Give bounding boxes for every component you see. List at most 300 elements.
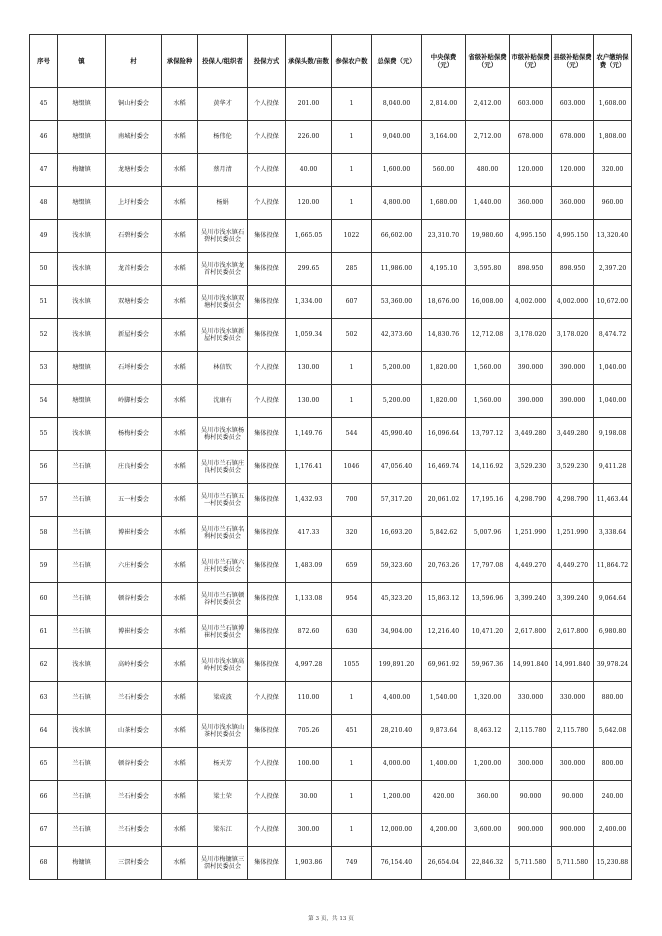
table-cell: 2,115.780 bbox=[552, 715, 594, 748]
table-cell: 13,320.40 bbox=[594, 220, 632, 253]
table-cell: 1 bbox=[332, 352, 372, 385]
table-cell: 水稻 bbox=[162, 385, 198, 418]
table-cell: 4,997.28 bbox=[286, 649, 332, 682]
table-cell: 12,712.08 bbox=[466, 319, 510, 352]
table-cell: 45 bbox=[30, 88, 58, 121]
table-cell: 集体投保 bbox=[248, 286, 286, 319]
table-cell: 梁东江 bbox=[198, 814, 248, 847]
table-cell: 1 bbox=[332, 814, 372, 847]
table-cell: 678.000 bbox=[510, 121, 552, 154]
table-cell: 10,471.20 bbox=[466, 616, 510, 649]
table-cell: 3,338.64 bbox=[594, 517, 632, 550]
table-cell: 8,474.72 bbox=[594, 319, 632, 352]
table-cell: 集体投保 bbox=[248, 583, 286, 616]
table-cell: 吴川市浅水镇石碧村民委员会 bbox=[198, 220, 248, 253]
table-cell: 9,064.64 bbox=[594, 583, 632, 616]
table-cell: 5,842.62 bbox=[422, 517, 466, 550]
table-cell: 1 bbox=[332, 187, 372, 220]
column-header: 县级补贴保费（元） bbox=[552, 35, 594, 88]
table-cell: 吴川市浅水镇杨梅村民委员会 bbox=[198, 418, 248, 451]
table-row bbox=[30, 847, 632, 880]
table-cell: 龙首村委会 bbox=[106, 253, 162, 286]
table-cell: 100.00 bbox=[286, 748, 332, 781]
table-cell: 兰石镇 bbox=[58, 814, 106, 847]
table-body bbox=[30, 88, 632, 880]
table-cell: 872.60 bbox=[286, 616, 332, 649]
table-cell: 300.00 bbox=[286, 814, 332, 847]
table-cell: 兰石镇 bbox=[58, 781, 106, 814]
table-cell: 59,323.60 bbox=[372, 550, 422, 583]
table-cell: 8,463.12 bbox=[466, 715, 510, 748]
table-cell: 420.00 bbox=[422, 781, 466, 814]
table-cell: 320.00 bbox=[594, 154, 632, 187]
table-cell: 个人投保 bbox=[248, 748, 286, 781]
table-cell: 南城村委会 bbox=[106, 121, 162, 154]
table-cell: 63 bbox=[30, 682, 58, 715]
table-cell: 26,654.04 bbox=[422, 847, 466, 880]
table-cell: 52 bbox=[30, 319, 58, 352]
table-cell: 水稻 bbox=[162, 484, 198, 517]
table-cell: 4,449.270 bbox=[510, 550, 552, 583]
table-cell: 17,797.08 bbox=[466, 550, 510, 583]
table-cell: 390.000 bbox=[510, 385, 552, 418]
table-cell: 6,980.80 bbox=[594, 616, 632, 649]
table-cell: 水稻 bbox=[162, 154, 198, 187]
table-cell: 120.000 bbox=[552, 154, 594, 187]
table-cell: 2,397.20 bbox=[594, 253, 632, 286]
column-header: 投保人/组织者 bbox=[198, 35, 248, 88]
table-cell: 898.950 bbox=[552, 253, 594, 286]
table-cell: 吴川市浅水镇山茶村民委员会 bbox=[198, 715, 248, 748]
table-cell: 4,995.150 bbox=[510, 220, 552, 253]
table-cell: 上圩村委会 bbox=[106, 187, 162, 220]
table-cell: 68 bbox=[30, 847, 58, 880]
table-row bbox=[30, 121, 632, 154]
table-cell: 水稻 bbox=[162, 253, 198, 286]
table-cell: 4,195.10 bbox=[422, 253, 466, 286]
table-row bbox=[30, 649, 632, 682]
table-cell: 4,800.00 bbox=[372, 187, 422, 220]
table-cell: 水稻 bbox=[162, 781, 198, 814]
table-row bbox=[30, 253, 632, 286]
table-cell: 塘缀镇 bbox=[58, 352, 106, 385]
table-cell: 4,298.790 bbox=[510, 484, 552, 517]
table-cell: 个人投保 bbox=[248, 814, 286, 847]
column-header: 承保头数/亩数 bbox=[286, 35, 332, 88]
table-cell: 45,323.20 bbox=[372, 583, 422, 616]
table-cell: 20,763.26 bbox=[422, 550, 466, 583]
table-cell: 1,334.00 bbox=[286, 286, 332, 319]
table-cell: 个人投保 bbox=[248, 154, 286, 187]
table-row bbox=[30, 220, 632, 253]
table-cell: 390.000 bbox=[552, 385, 594, 418]
table-cell: 梅镛镇 bbox=[58, 847, 106, 880]
table-cell: 杨伟伦 bbox=[198, 121, 248, 154]
table-cell: 56 bbox=[30, 451, 58, 484]
table-cell: 199,891.20 bbox=[372, 649, 422, 682]
table-cell: 502 bbox=[332, 319, 372, 352]
table-row bbox=[30, 748, 632, 781]
table-row bbox=[30, 616, 632, 649]
table-cell: 130.00 bbox=[286, 352, 332, 385]
table-cell: 560.00 bbox=[422, 154, 466, 187]
table-cell: 630 bbox=[332, 616, 372, 649]
table-cell: 1,133.08 bbox=[286, 583, 332, 616]
table-cell: 3,529.230 bbox=[510, 451, 552, 484]
table-row bbox=[30, 484, 632, 517]
table-cell: 吴川市兰石镇五一村民委员会 bbox=[198, 484, 248, 517]
table-cell: 28,210.40 bbox=[372, 715, 422, 748]
table-cell: 22,846.32 bbox=[466, 847, 510, 880]
table-cell: 集体投保 bbox=[248, 517, 286, 550]
table-cell: 49 bbox=[30, 220, 58, 253]
table-cell: 黄华才 bbox=[198, 88, 248, 121]
table-cell: 2,400.00 bbox=[594, 814, 632, 847]
table-cell: 1,040.00 bbox=[594, 385, 632, 418]
table-cell: 66 bbox=[30, 781, 58, 814]
table-cell: 659 bbox=[332, 550, 372, 583]
table-cell: 吴川市兰石镇六庄村民委员会 bbox=[198, 550, 248, 583]
table-cell: 900.000 bbox=[552, 814, 594, 847]
table-cell: 16,469.74 bbox=[422, 451, 466, 484]
table-cell: 53 bbox=[30, 352, 58, 385]
table-row bbox=[30, 187, 632, 220]
table-cell: 1,200.00 bbox=[466, 748, 510, 781]
table-cell: 330.000 bbox=[510, 682, 552, 715]
table-cell: 浅水镇 bbox=[58, 418, 106, 451]
table-cell: 1 bbox=[332, 748, 372, 781]
table-cell: 三滘村委会 bbox=[106, 847, 162, 880]
table-cell: 集体投保 bbox=[248, 550, 286, 583]
table-cell: 庄良村委会 bbox=[106, 451, 162, 484]
table-cell: 13,797.12 bbox=[466, 418, 510, 451]
table-cell: 3,164.00 bbox=[422, 121, 466, 154]
table-row bbox=[30, 286, 632, 319]
table-cell: 水稻 bbox=[162, 748, 198, 781]
table-cell: 5,711.580 bbox=[510, 847, 552, 880]
table-cell: 76,154.40 bbox=[372, 847, 422, 880]
table-cell: 69,961.92 bbox=[422, 649, 466, 682]
table-cell: 吴川市兰石镇名利村民委员会 bbox=[198, 517, 248, 550]
table-cell: 330.000 bbox=[552, 682, 594, 715]
table-cell: 石埒村委会 bbox=[106, 352, 162, 385]
table-cell: 集体投保 bbox=[248, 649, 286, 682]
table-row bbox=[30, 517, 632, 550]
table-cell: 兰石村委会 bbox=[106, 814, 162, 847]
table-cell: 1 bbox=[332, 121, 372, 154]
table-cell: 55 bbox=[30, 418, 58, 451]
table-cell: 兰石镇 bbox=[58, 748, 106, 781]
table-cell: 678.000 bbox=[552, 121, 594, 154]
table-cell: 64 bbox=[30, 715, 58, 748]
table-cell: 1,560.00 bbox=[466, 385, 510, 418]
column-header: 农户缴纳保费（元） bbox=[594, 35, 632, 88]
table-cell: 47 bbox=[30, 154, 58, 187]
table-cell: 17,195.16 bbox=[466, 484, 510, 517]
table-cell: 45,990.40 bbox=[372, 418, 422, 451]
table-cell: 1,200.00 bbox=[372, 781, 422, 814]
table-cell: 顿谷村委会 bbox=[106, 748, 162, 781]
column-header: 承保险种 bbox=[162, 35, 198, 88]
table-cell: 607 bbox=[332, 286, 372, 319]
table-cell: 水稻 bbox=[162, 451, 198, 484]
table-cell: 18,676.00 bbox=[422, 286, 466, 319]
table-cell: 57 bbox=[30, 484, 58, 517]
table-cell: 749 bbox=[332, 847, 372, 880]
table-cell: 1,176.41 bbox=[286, 451, 332, 484]
column-header: 投保方式 bbox=[248, 35, 286, 88]
table-cell: 9,198.08 bbox=[594, 418, 632, 451]
table-cell: 51 bbox=[30, 286, 58, 319]
table-cell: 1,540.00 bbox=[422, 682, 466, 715]
table-cell: 5,200.00 bbox=[372, 385, 422, 418]
table-cell: 1 bbox=[332, 154, 372, 187]
table-cell: 集体投保 bbox=[248, 715, 286, 748]
table-row bbox=[30, 352, 632, 385]
table-cell: 48 bbox=[30, 187, 58, 220]
table-cell: 5,642.08 bbox=[594, 715, 632, 748]
table-cell: 杨梅村委会 bbox=[106, 418, 162, 451]
table-cell: 1,251.990 bbox=[510, 517, 552, 550]
table-cell: 3,399.240 bbox=[510, 583, 552, 616]
table-cell: 塘缀镇 bbox=[58, 187, 106, 220]
table-cell: 8,040.00 bbox=[372, 88, 422, 121]
table-cell: 水稻 bbox=[162, 286, 198, 319]
table-cell: 360.00 bbox=[466, 781, 510, 814]
table-cell: 226.00 bbox=[286, 121, 332, 154]
table-cell: 水稻 bbox=[162, 583, 198, 616]
table-cell: 1 bbox=[332, 385, 372, 418]
table-cell: 700 bbox=[332, 484, 372, 517]
table-cell: 451 bbox=[332, 715, 372, 748]
table-cell: 集体投保 bbox=[248, 451, 286, 484]
table-cell: 1,903.86 bbox=[286, 847, 332, 880]
table-cell: 水稻 bbox=[162, 649, 198, 682]
table-row bbox=[30, 385, 632, 418]
table-cell: 林信钦 bbox=[198, 352, 248, 385]
table-cell: 62 bbox=[30, 649, 58, 682]
table-cell: 320 bbox=[332, 517, 372, 550]
table-cell: 20,061.02 bbox=[422, 484, 466, 517]
table-cell: 16,096.64 bbox=[422, 418, 466, 451]
table-cell: 1,440.00 bbox=[466, 187, 510, 220]
table-cell: 4,002.000 bbox=[510, 286, 552, 319]
column-header: 省级补贴保费（元） bbox=[466, 35, 510, 88]
table-cell: 兰石镇 bbox=[58, 517, 106, 550]
table-cell: 1,665.05 bbox=[286, 220, 332, 253]
table-cell: 59,967.36 bbox=[466, 649, 510, 682]
table-cell: 705.26 bbox=[286, 715, 332, 748]
table-row bbox=[30, 781, 632, 814]
table-cell: 898.950 bbox=[510, 253, 552, 286]
insurance-table bbox=[29, 34, 632, 880]
table-cell: 42,373.60 bbox=[372, 319, 422, 352]
table-cell: 吴川市兰石镇庄良村民委员会 bbox=[198, 451, 248, 484]
table-header-row bbox=[30, 35, 632, 88]
table-cell: 15,230.88 bbox=[594, 847, 632, 880]
table-cell: 544 bbox=[332, 418, 372, 451]
table-cell: 90.000 bbox=[510, 781, 552, 814]
table-cell: 1,251.990 bbox=[552, 517, 594, 550]
table-cell: 个人投保 bbox=[248, 88, 286, 121]
table-row bbox=[30, 451, 632, 484]
table-cell: 1,560.00 bbox=[466, 352, 510, 385]
table-cell: 集体投保 bbox=[248, 484, 286, 517]
table-cell: 3,529.230 bbox=[552, 451, 594, 484]
table-cell: 299.65 bbox=[286, 253, 332, 286]
table-cell: 2,712.00 bbox=[466, 121, 510, 154]
table-cell: 10,672.00 bbox=[594, 286, 632, 319]
table-cell: 12,000.00 bbox=[372, 814, 422, 847]
table-cell: 60 bbox=[30, 583, 58, 616]
table-cell: 2,814.00 bbox=[422, 88, 466, 121]
table-cell: 960.00 bbox=[594, 187, 632, 220]
table-cell: 梁土荣 bbox=[198, 781, 248, 814]
table-cell: 3,449.280 bbox=[510, 418, 552, 451]
table-cell: 11,864.72 bbox=[594, 550, 632, 583]
table-cell: 1,483.09 bbox=[286, 550, 332, 583]
table-cell: 800.00 bbox=[594, 748, 632, 781]
table-cell: 47,056.40 bbox=[372, 451, 422, 484]
table-cell: 个人投保 bbox=[248, 385, 286, 418]
table-cell: 1,040.00 bbox=[594, 352, 632, 385]
table-cell: 14,116.92 bbox=[466, 451, 510, 484]
table-cell: 水稻 bbox=[162, 616, 198, 649]
table-cell: 水稻 bbox=[162, 847, 198, 880]
table-cell: 603.000 bbox=[510, 88, 552, 121]
table-cell: 博崔村委会 bbox=[106, 517, 162, 550]
table-cell: 吴川市兰石镇顿谷村民委员会 bbox=[198, 583, 248, 616]
table-cell: 塘缀镇 bbox=[58, 88, 106, 121]
table-cell: 铜山村委会 bbox=[106, 88, 162, 121]
table-cell: 个人投保 bbox=[248, 121, 286, 154]
table-cell: 水稻 bbox=[162, 814, 198, 847]
table-cell: 吴川市浅水镇龙首村民委员会 bbox=[198, 253, 248, 286]
table-cell: 1022 bbox=[332, 220, 372, 253]
table-cell: 61 bbox=[30, 616, 58, 649]
table-cell: 个人投保 bbox=[248, 682, 286, 715]
table-cell: 40.00 bbox=[286, 154, 332, 187]
table-cell: 水稻 bbox=[162, 220, 198, 253]
table-cell: 4,995.150 bbox=[552, 220, 594, 253]
table-cell: 1 bbox=[332, 781, 372, 814]
table-cell: 360.000 bbox=[552, 187, 594, 220]
table-cell: 浅水镇 bbox=[58, 253, 106, 286]
table-cell: 兰石镇 bbox=[58, 484, 106, 517]
table-cell: 个人投保 bbox=[248, 187, 286, 220]
column-header: 镇 bbox=[58, 35, 106, 88]
table-cell: 1,820.00 bbox=[422, 352, 466, 385]
table-cell: 个人投保 bbox=[248, 781, 286, 814]
table-cell: 390.000 bbox=[510, 352, 552, 385]
table-cell: 梅镛镇 bbox=[58, 154, 106, 187]
table-cell: 杨天芳 bbox=[198, 748, 248, 781]
table-cell: 1,400.00 bbox=[422, 748, 466, 781]
table-row bbox=[30, 319, 632, 352]
table-cell: 双塘村委会 bbox=[106, 286, 162, 319]
table-cell: 六庄村委会 bbox=[106, 550, 162, 583]
table-cell: 603.000 bbox=[552, 88, 594, 121]
table-cell: 集体投保 bbox=[248, 847, 286, 880]
table-cell: 1055 bbox=[332, 649, 372, 682]
table-cell: 3,600.00 bbox=[466, 814, 510, 847]
table-cell: 5,711.580 bbox=[552, 847, 594, 880]
table-cell: 浅水镇 bbox=[58, 286, 106, 319]
table-cell: 水稻 bbox=[162, 187, 198, 220]
table-cell: 59 bbox=[30, 550, 58, 583]
table-cell: 58 bbox=[30, 517, 58, 550]
table-cell: 14,991.840 bbox=[552, 649, 594, 682]
table-row bbox=[30, 682, 632, 715]
column-header: 总保费（元） bbox=[372, 35, 422, 88]
table-cell: 五一村委会 bbox=[106, 484, 162, 517]
table-cell: 110.00 bbox=[286, 682, 332, 715]
table-cell: 3,449.280 bbox=[552, 418, 594, 451]
table-row bbox=[30, 715, 632, 748]
table-cell: 201.00 bbox=[286, 88, 332, 121]
table-cell: 水稻 bbox=[162, 682, 198, 715]
table-cell: 3,178.020 bbox=[552, 319, 594, 352]
table-cell: 12,216.40 bbox=[422, 616, 466, 649]
table-cell: 2,617.800 bbox=[552, 616, 594, 649]
table-cell: 高岭村委会 bbox=[106, 649, 162, 682]
table-cell: 集体投保 bbox=[248, 319, 286, 352]
table-cell: 5,007.96 bbox=[466, 517, 510, 550]
table-cell: 水稻 bbox=[162, 352, 198, 385]
table-cell: 吴川市兰石镇博崔村民委员会 bbox=[198, 616, 248, 649]
table-cell: 水稻 bbox=[162, 418, 198, 451]
table-cell: 360.000 bbox=[510, 187, 552, 220]
table-cell: 5,200.00 bbox=[372, 352, 422, 385]
table-cell: 1,320.00 bbox=[466, 682, 510, 715]
table-cell: 水稻 bbox=[162, 517, 198, 550]
table-cell: 46 bbox=[30, 121, 58, 154]
table-cell: 兰石镇 bbox=[58, 682, 106, 715]
table-cell: 吴川市梅镛镇三滘村民委员会 bbox=[198, 847, 248, 880]
table-cell: 沈康有 bbox=[198, 385, 248, 418]
table-cell: 285 bbox=[332, 253, 372, 286]
table-cell: 11,463.44 bbox=[594, 484, 632, 517]
table-cell: 1,432.93 bbox=[286, 484, 332, 517]
table-row bbox=[30, 814, 632, 847]
table-cell: 300.000 bbox=[510, 748, 552, 781]
table-cell: 417.33 bbox=[286, 517, 332, 550]
table-cell: 16,008.00 bbox=[466, 286, 510, 319]
table-cell: 吴川市浅水镇双塘村民委员会 bbox=[198, 286, 248, 319]
table-cell: 240.00 bbox=[594, 781, 632, 814]
table-cell: 集体投保 bbox=[248, 616, 286, 649]
table-cell: 山茶村委会 bbox=[106, 715, 162, 748]
table-cell: 1 bbox=[332, 682, 372, 715]
table-cell: 9,040.00 bbox=[372, 121, 422, 154]
table-cell: 4,400.00 bbox=[372, 682, 422, 715]
table-cell: 浅水镇 bbox=[58, 220, 106, 253]
page-number: 第 3 页，共 13 页 bbox=[308, 916, 354, 922]
table-cell: 岭脚村委会 bbox=[106, 385, 162, 418]
table-cell: 1,600.00 bbox=[372, 154, 422, 187]
table-cell: 2,412.00 bbox=[466, 88, 510, 121]
table-row bbox=[30, 550, 632, 583]
table-cell: 新屋村委会 bbox=[106, 319, 162, 352]
table-cell: 4,000.00 bbox=[372, 748, 422, 781]
table-cell: 1,820.00 bbox=[422, 385, 466, 418]
table-cell: 1,608.00 bbox=[594, 88, 632, 121]
table-cell: 130.00 bbox=[286, 385, 332, 418]
table-cell: 水稻 bbox=[162, 550, 198, 583]
column-header: 中央保费（元） bbox=[422, 35, 466, 88]
table-cell: 集体投保 bbox=[248, 418, 286, 451]
column-header: 村 bbox=[106, 35, 162, 88]
